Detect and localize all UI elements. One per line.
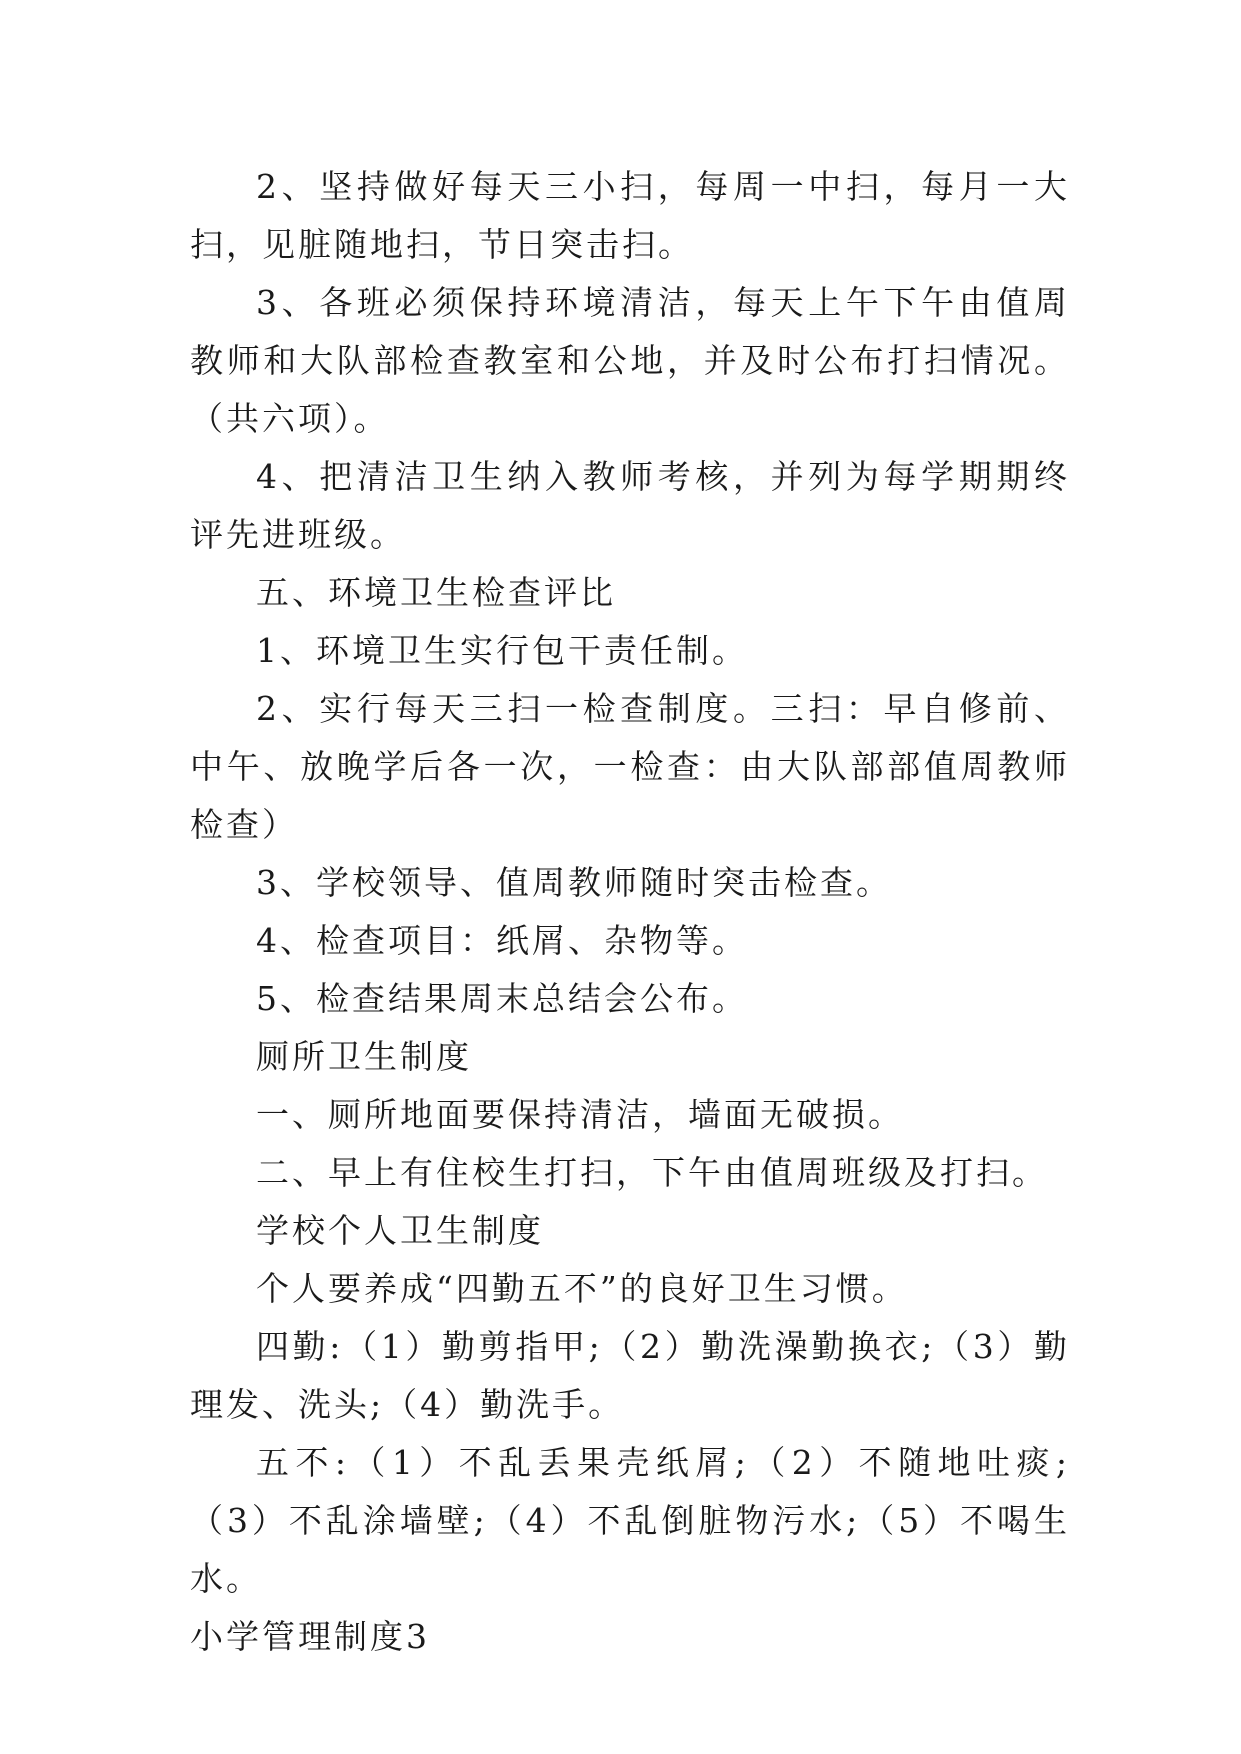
paragraph: 2、坚持做好每天三小扫，每周一中扫，每月一大扫，见脏随地扫，节日突击扫。 [190, 167, 1070, 264]
subsection-heading: 学校个人卫生制度 [256, 1211, 544, 1250]
section-heading: 五、环境卫生检查评比 [256, 573, 616, 612]
paragraph: 3、各班必须保持环境清洁，每天上午下午由值周教师和大队部检查教室和公地，并及时公布打扫情况。（共六项）。 [190, 283, 1070, 438]
paragraph: 二、早上有住校生打扫，下午由值周班级及打扫。 [256, 1153, 1048, 1192]
paragraph: 4、把清洁卫生纳入教师考核，并列为每学期期终评先进班级。 [190, 457, 1070, 554]
paragraph: 1、环境卫生实行包干责任制。 [256, 631, 748, 670]
document-body [190, 158, 1070, 1666]
subsection-heading: 厕所卫生制度 [256, 1037, 472, 1076]
paragraph: 2、实行每天三扫一检查制度。三扫：早自修前、中午、放晚学后各一次，一检查：由大队部部值周教师检查） [190, 689, 1070, 844]
paragraph: 一、厕所地面要保持清洁，墙面无破损。 [256, 1095, 904, 1134]
paragraph: 个人要养成“四勤五不”的良好卫生习惯。 [256, 1269, 908, 1308]
paragraph: 五不:（1）不乱丢果壳纸屑;（2）不随地吐痰;（3）不乱涂墙壁;（4）不乱倒脏物污水;（5）不喝生水。 [190, 1443, 1070, 1598]
paragraph: 四勤:（1）勤剪指甲;（2）勤洗澡勤换衣;（3）勤理发、洗头;（4）勤洗手。 [190, 1327, 1070, 1424]
paragraph: 3、学校领导、值周教师随时突击检查。 [256, 863, 892, 902]
paragraph: 4、检查项目：纸屑、杂物等。 [256, 921, 748, 960]
paragraph: 5、检查结果周末总结会公布。 [256, 979, 748, 1018]
chapter-heading: 小学管理制度3 [190, 1617, 430, 1656]
